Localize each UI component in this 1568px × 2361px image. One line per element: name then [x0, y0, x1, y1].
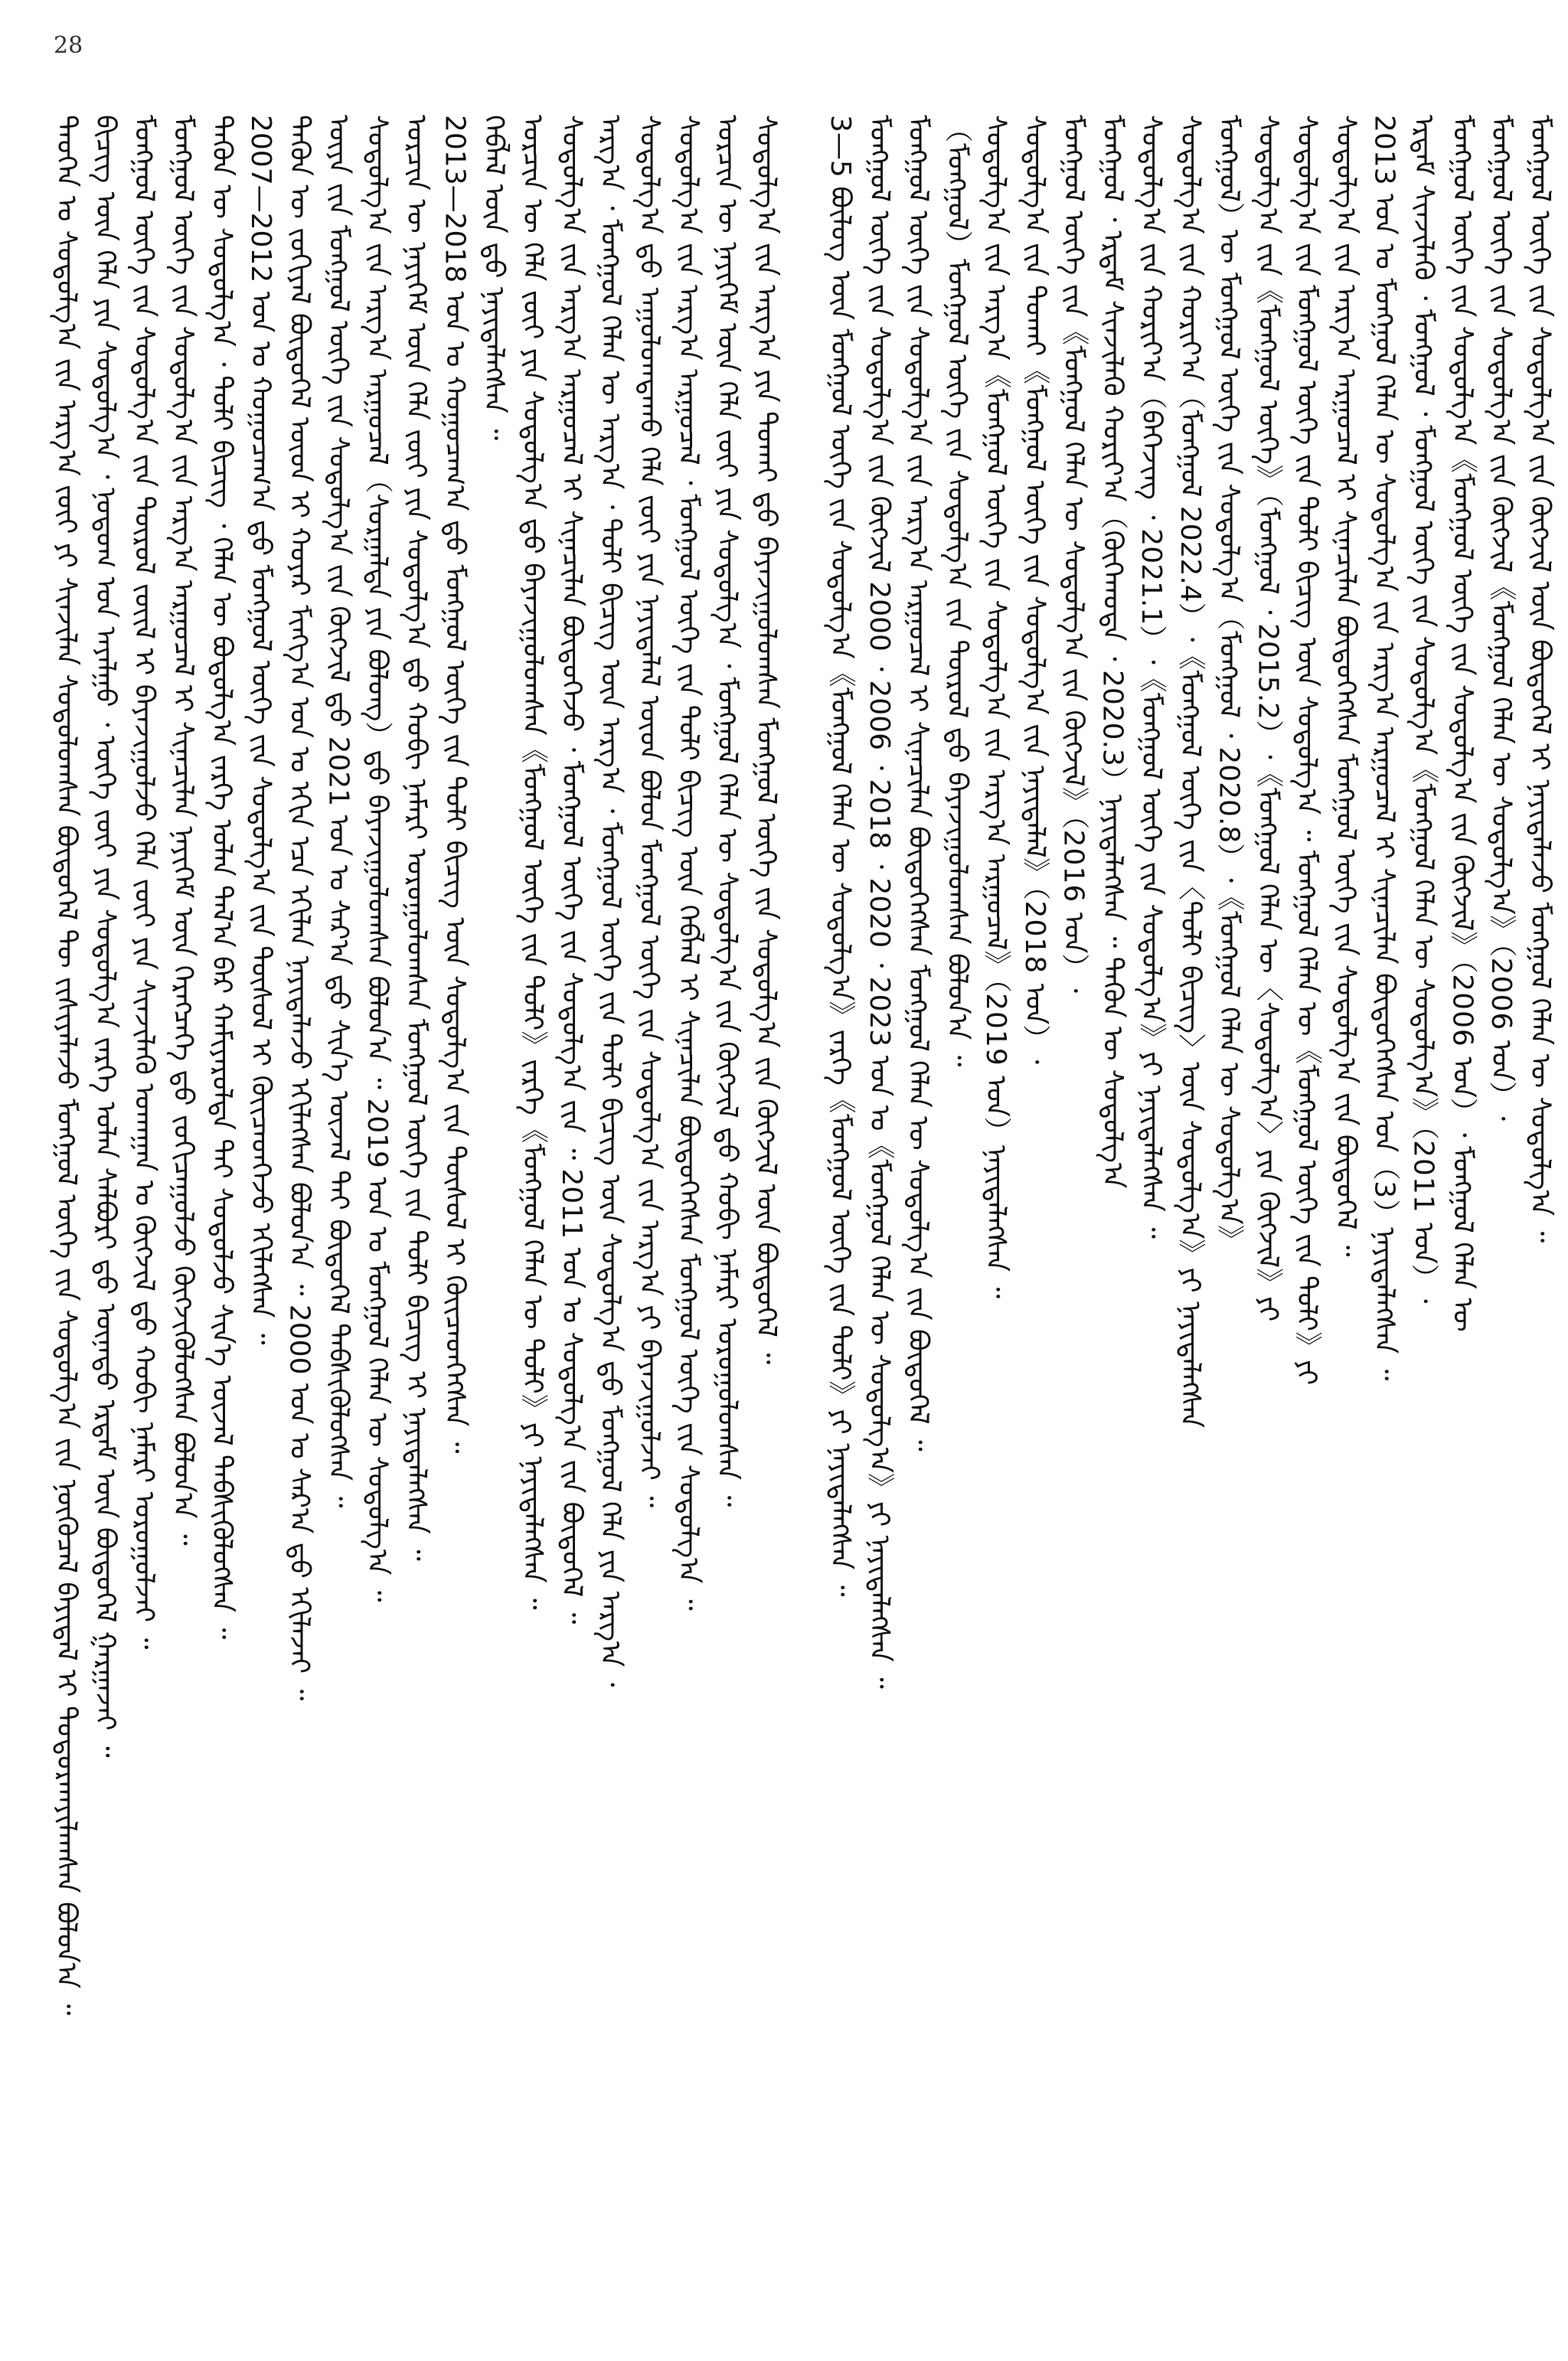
text-line: ᠣᠷᠴᠢᠨ ᠦ ᠨᠡᠶᠢᠭᠡᠮ ᠦᠨ ᠬᠡᠯᠡ ᠵᠦᠢ ᠶᠢᠨ ᠰᠤᠳᠤᠯᠭ᠎ᠠ ᠳ᠋ᠤ ᠬᠤᠪᠢ ᠨᠡᠮᠡᠷᠢ ᠣᠷᠤᠭᠤᠯᠤᠭᠰᠠᠨ ᠮᠣᠩᠭᠣᠯ ᠦᠭᠡ ᠵᠢᠨ ᠲᠣᠯᠢ ᠪᠢᠴᠢᠭ ᠢ ᠨᠡᠶᠢᠲᠡᠯᠡᠭᠰᠡᠨ ᠃	[400, 115, 432, 1561]
text-line: ᠰᠤᠳᠤᠯᠭ᠎ᠠ ᠶ᠋ᠢᠨ ᠲᠤᠬᠠᠢ《ᠮᠣᠩᠭᠣᠯ ᠦᠭᠡ ᠵᠢᠨ ᠰᠤᠳᠤᠯᠭ᠎ᠠ ᠶ᠋ᠢᠨ ᠨᠡᠶᠢᠲᠡᠯᠡᠯ》（2018 ᠣᠨ）᠂	[1018, 115, 1050, 1064]
text-line: ᠮᠣᠩᠭᠣᠯ ᠂ ᠡᠷᠳᠡᠮ ᠰᠢᠨᠵᠢᠯᠡᠬᠦ ᠬᠣᠷᠢᠶ᠎ᠠ（ᠬᠥᠬᠡᠬᠣᠲᠠ ᠂ 2020.3）ᠨᠡᠶᠢᠲᠡᠯᠡᠭᠰᠡᠨ ᠃ ᠲᠡᠭᠦᠨ ᠦ ᠰᠤᠳᠤᠯᠭ᠎ᠠ	[1096, 115, 1129, 1189]
text-line: ᠠᠷᠭ᠎ᠠ ᠂ ᠮᠣᠩᠭᠣᠯ ᠬᠡᠯᠡᠨ ᠦ ᠠᠷᠭ᠎ᠠ ᠂ ᠲᠣᠯᠢ ᠪᠢᠴᠢᠭ ᠦᠨ ᠠᠷᠭ᠎ᠠ ᠂ ᠮᠣᠩᠭᠣᠯ ᠦᠭᠡ ᠵᠢᠨ ᠲᠣᠯᠢ ᠪᠢᠴᠢᠭ ᠦᠨ ᠰᠤᠳᠤᠯᠭ᠎ᠠ ᠳ᠋ᠤ ᠮᠣᠩᠭᠣᠯ ᠬᠡᠯᠡ ᠶᠢᠨ ᠠᠷᠭ᠎ᠠ ᠂	[594, 115, 626, 1687]
text-line: ᠮᠣᠩᠭᠣᠯ ᠦᠭᠡ ᠵᠢᠨ ᠰᠤᠳᠤᠯᠭ᠎ᠠ ᠶ᠋ᠢᠨ ᠬᠥᠭᠵᠢᠯ ᠦᠨ ᠪᠦᠲᠦᠭᠡᠯ ᠢ ᠨᠡᠶᠢᠲᠡᠯᠡᠵᠦ ᠮᠣᠩᠭᠣᠯ ᠬᠡᠯᠡᠨ ᠦ ᠰᠤᠳᠤᠯᠭ᠎ᠠ ᠃	[1524, 115, 1556, 1243]
text-line: ᠰᠤᠳᠤᠯᠭ᠎ᠠ ᠶ᠋ᠢᠨ ᠠᠷᠭ᠎ᠠ ᠠᠷᠭᠤᠴᠠᠯ ᠢ ᠰᠢᠨᠡᠴᠢᠯᠡᠨ ᠪᠦᠲᠦᠭᠡᠵᠦ ᠂ ᠮᠣᠩᠭᠣᠯ ᠦᠭᠡ ᠵᠢᠨ ᠰᠤᠳᠤᠯᠭ᠎ᠠ ᠶ᠋ᠢᠨ ᠃ 2011 ᠣᠨ ᠤ ᠰᠤᠳᠤᠯᠭ᠎ᠠ ᠶ᠋ᠢᠨ ᠪᠦᠲᠦᠭᠡᠯ ᠃	[555, 115, 587, 1625]
text-line: ᠡᠷᠳᠡᠮ ᠰᠢᠨᠵᠢᠯᠡᠬᠦ ᠂ ᠮᠣᠩᠭᠣᠯ ᠂ ᠮᠣᠩᠭᠣᠯ ᠦᠭᠡ ᠵᠢᠨ ᠰᠤᠳᠤᠯᠭ᠎ᠠ《ᠮᠣᠩᠭᠣᠯ ᠬᠡᠯᠡᠨ ᠦ ᠰᠤᠳᠤᠯᠭ᠎ᠠ》（2011 ᠣᠨ）᠂	[1407, 115, 1439, 1304]
text-line: ᠰᠤᠳᠤᠯᠭ᠎ᠠ ᠶ᠋ᠢᠨ ᠮᠣᠩᠭᠣᠯ ᠦᠭᠡ ᠵᠢᠨ ᠲᠣᠯᠢ ᠪᠢᠴᠢᠭ ᠦᠨ ᠰᠤᠳᠤᠯᠭ᠎ᠠ ᠃ ᠮᠣᠩᠭᠣᠯ ᠬᠡᠯᠡᠨ ᠦ《ᠮᠣᠩᠭᠣᠯ ᠦᠭᠡ ᠵᠢᠨ ᠲᠣᠯᠢ》ᠶᠢ	[1291, 115, 1323, 1386]
text-line: 2007—2012 ᠣᠨ ᠤ ᠬᠤᠭᠤᠴᠠᠭ᠎ᠠ ᠳ᠋ᠤ ᠮᠣᠩᠭᠣᠯ ᠦᠭᠡ ᠵᠢᠨ ᠰᠤᠳᠤᠯᠭ᠎ᠠ ᠶ᠋ᠢᠨ ᠲᠥᠰᠥᠯ ᠢ ᠭᠦᠢᠴᠡᠳᠭᠡᠵᠦ ᠡᠬᠢᠯᠡᠭᠰᠡᠨ ᠃	[244, 115, 276, 1345]
text-line: ᠲᠡᠭᠦᠨ ᠦ ᠵᠣᠬᠢᠶᠠᠯ ᠪᠦᠲᠦᠭᠡᠯ ᠦᠳ ᠢ ᠬᠣᠶᠠᠷ ᠮᠢᠩᠭ᠎ᠠ ᠣᠨ ᠤ ᠡᠬᠢᠨ ᠡᠴᠡ ᠡᠬᠢᠯᠡᠨ ᠨᠡᠶᠢᠲᠡᠯᠡᠵᠦ ᠡᠬᠢᠯᠡᠭᠰᠡᠨ ᠪᠣᠯᠤᠨ᠎ᠠ ᠃ 2000 ᠣᠨ ᠤ ᠰᠠᠷ᠎ᠠ ᠳ᠋ᠤ ᠡᠬᠢᠯᠡᠵᠡᠢ ᠃	[283, 115, 315, 1701]
text-line: ᠮᠣᠩᠭᠣᠯ ᠦᠭᠡ ᠵᠢᠨ ᠰᠤᠳᠤᠯᠭ᠎ᠠ ᠶ᠋ᠢᠨ ᠬᠥᠭᠵᠢᠯ《ᠮᠣᠩᠭᠣᠯ ᠬᠡᠯᠡᠨ ᠦ ᠰᠤᠳᠤᠯᠭ᠎ᠠ》（2006 ᠣᠨ）᠂	[1485, 115, 1517, 1121]
text-line: ᠰᠤᠳᠤᠯᠭ᠎ᠠ ᠳ᠋ᠤ ᠠᠭᠤᠯᠤᠭᠳᠠᠬᠤ ᠬᠡᠯᠡ ᠵᠦᠢ ᠶᠢᠨ ᠨᠡᠶᠢᠲᠡᠯᠡᠯ ᠦᠳ ᠪᠣᠯᠤᠨ ᠮᠣᠩᠭᠣᠯ ᠦᠭᠡ ᠵᠢᠨ ᠰᠤᠳᠤᠯᠭ᠎ᠠ ᠶ᠋ᠢᠨ ᠠᠷᠭ᠎ᠠ ᠶᠢ ᠪᠠᠶᠠᠵᠢᠭᠤᠯᠵᠠᠢ ᠃	[633, 115, 665, 1508]
text-line: 2013 ᠣᠨ ᠤ ᠮᠣᠩᠭᠣᠯ ᠬᠡᠯᠡᠨ ᠦ ᠰᠤᠳᠤᠯᠭ᠎ᠠ ᠶ᠋ᠢᠨ ᠠᠷᠭ᠎ᠠ ᠠᠷᠭᠤᠴᠠᠯ ᠢ ᠰᠢᠨᠡᠴᠢᠯᠡᠨ ᠪᠦᠲᠦᠭᠡᠭᠰᠡᠨ ᠣᠨ（3）ᠨᠡᠶᠢᠲᠡᠯᠡᠭᠰᠡᠨ ᠃	[1368, 115, 1400, 1381]
text-line: ᠰᠤᠳᠤᠯᠭ᠎ᠠ ᠶ᠋ᠢᠨ《ᠮᠣᠩᠭᠣᠯ ᠦᠭᠡ》（ᠮᠣᠩᠭᠣᠯ ᠂ 2015.2）᠂《ᠮᠣᠩᠭᠣᠯ ᠬᠡᠯᠡᠨ ᠦ〈ᠰᠤᠳᠤᠯᠭ᠎ᠠ〉ᠶᠢᠨ ᠬᠥᠭᠵᠢᠯ》ᠶᠢ	[1252, 115, 1284, 1322]
text-line: ᠮᠣᠩᠭᠣᠯ）ᠦ ᠮᠣᠩᠭᠣᠯ ᠦᠭᠡ ᠵᠢᠨ ᠰᠤᠳᠤᠯᠭ᠎ᠠ（ᠮᠣᠩᠭᠣᠯ ᠂ 2020.8）᠂《ᠮᠣᠩᠭᠣᠯ ᠬᠡᠯᠡᠨ ᠦ ᠰᠤᠳᠤᠯᠭ᠎ᠠ》	[1213, 115, 1245, 1253]
page-number: 28	[54, 32, 83, 59]
text-line: ᠰᠤᠳᠤᠯᠭ᠎ᠠ ᠶ᠋ᠢᠨ ᠠᠷᠭ᠎ᠠ ᠠᠷᠭᠤᠴᠠᠯ ᠢ ᠰᠢᠨᠡᠴᠢᠯᠡᠨ ᠪᠦᠲᠦᠭᠡᠭᠰᠡᠨ ᠮᠣᠩᠭᠣᠯ ᠦᠭᠡ ᠵᠢᠨ ᠰᠤᠳᠤᠯᠭ᠎ᠠ ᠶ᠋ᠢᠨ ᠪᠦᠲᠦᠭᠡᠯ ᠃	[1329, 115, 1361, 1257]
text-line: ᠮᠣᠩᠭᠣᠯ ᠦᠭᠡ ᠵᠢᠨ ᠰᠤᠳᠤᠯᠭ᠎ᠠ ᠶ᠋ᠢᠨ ᠠᠷᠭ᠎ᠠ ᠠᠷᠭᠤᠴᠠᠯ ᠢ ᠰᠢᠨᠡᠴᠢᠯᠡᠨ ᠨᠡᠶᠢᠭᠡᠮ ᠦᠨ ᠬᠡᠷᠡᠭᠴᠡᠭᠡ ᠳ᠋ᠦ ᠵᠣᠬᠢᠴᠠᠭᠤᠯᠵᠤ ᠬᠥᠭᠵᠢᠭᠦᠯᠦᠭᠰᠡᠨ ᠪᠣᠯᠤᠨ᠎ᠠ ᠃	[167, 115, 199, 1546]
text-line: ᠮᠣᠩᠭᠣᠯ ᠦᠭᠡ ᠵᠢᠨ ᠰᠤᠳᠤᠯᠭ᠎ᠠ ᠶ᠋ᠢᠨ ᠬᠥᠭᠵᠢᠯ 2000 ᠂ 2006 ᠂ 2018 ᠂ 2020 ᠂ 2023 ᠣᠨ ᠤ《ᠮᠣᠩᠭᠣᠯ ᠬᠡᠯᠡᠨ ᠦ ᠰᠤᠳᠤᠯᠭ᠎ᠠ》ᠶᠢ ᠨᠡᠶᠢᠲᠡᠯᠡᠭᠰᠡᠨ ᠃	[863, 115, 895, 1689]
text-line: ᠣᠷᠴᠢᠨ ᠦ ᠨᠡᠶᠢᠭᠡᠮ ᠦᠨ ᠬᠡᠯᠡ ᠵᠦᠢ ᠶᠢᠨ ᠰᠤᠳᠤᠯᠭ᠎ᠠ ᠂ ᠮᠣᠩᠭᠣᠯ ᠬᠡᠯᠡᠨ ᠦ ᠰᠤᠳᠤᠯᠭ᠎ᠠ ᠶ᠋ᠢᠨ ᠬᠥᠭᠵᠢᠯ ᠳ᠋ᠦ ᠬᠤᠪᠢ ᠨᠡᠮᠡᠷᠢ ᠣᠷᠤᠭᠤᠯᠤᠭᠰᠠᠨ ᠃	[711, 115, 743, 1507]
text-line: ᠲᠡᠭᠦᠨ ᠦ ᠰᠤᠳᠤᠯᠭ᠎ᠠ ᠂ ᠲᠣᠯᠢ ᠪᠢᠴᠢᠭ ᠂ ᠬᠡᠯᠡᠨ ᠦ ᠪᠣᠳᠤᠯᠭ᠎ᠠ ᠵᠡᠷᠭᠡ ᠣᠯᠠᠨ ᠲᠠᠯ᠎ᠠ ᠪᠠᠷ ᠬᠠᠮᠢᠶᠠᠷᠤᠯᠲᠠ ᠲᠠᠢ ᠰᠤᠳᠤᠯᠵᠤ ᠰᠢᠨ᠎ᠡ ᠦᠵᠡᠯ ᠳᠡᠪᠰᠢᠭᠦᠯᠦᠭᠰᠡᠨ ᠃	[206, 115, 238, 1640]
text-line: ᠮᠣᠩᠭᠣᠯ ᠦᠭᠡ ᠵᠢᠨ《ᠮᠣᠩᠭᠣᠯ ᠬᠡᠯᠡᠨ ᠦ ᠰᠤᠳᠤᠯᠭ᠎ᠠ ᠶ᠋ᠢᠨ ᠬᠥᠭᠵᠢᠯ》（2016 ᠣᠨ）᠂	[1057, 115, 1089, 993]
left-text-block	[49, 115, 782, 2358]
text-line: ᠮᠣᠩᠭᠣᠯ ᠦᠭᠡ ᠵᠢᠨ ᠰᠤᠳᠤᠯᠭ᠎ᠠ ᠶ᠋ᠢᠨ ᠲᠦᠷᠦᠯ ᠵᠦᠢᠯ ᠢ ᠪᠠᠶᠠᠵᠢᠭᠤᠯᠵᠤ ᠬᠡᠯᠡ ᠵᠦᠢ ᠶᠢᠨ ᠰᠢᠨᠵᠢᠯᠡᠬᠦ ᠤᠬᠠᠭᠠᠨ ᠤ ᠬᠦᠭᠵᠢᠯ ᠳ᠋ᠦ ᠬᠤᠪᠢ ᠨᠡᠮᠡᠷᠢ ᠣᠷᠤᠭᠤᠯᠵᠠᠢ ᠃	[128, 115, 160, 1650]
text-line: ᠰᠤᠳᠤᠯᠭ᠎ᠠ ᠶ᠋ᠢᠨ ᠬᠣᠷᠢᠶ᠎ᠠ（ᠪᠡᠭᠡᠵᠢᠩ ᠂ 2021.1）᠂《ᠮᠣᠩᠭᠣᠯ ᠦᠭᠡ ᠵᠢᠨ ᠰᠤᠳᠤᠯᠭ᠎ᠠ》ᠶᠢ ᠨᠡᠶᠢᠲᠡᠯᠡᠭᠰᠡᠨ ᠃	[1135, 115, 1168, 1239]
text-line: （ᠮᠣᠩᠭᠣᠯ）ᠮᠣᠩᠭᠣᠯ ᠦᠭᠡ ᠵᠢᠨ ᠰᠤᠳᠤᠯᠭ᠎ᠠ ᠶ᠋ᠢᠨ ᠲᠦᠷᠦᠯ ᠳ᠋ᠦ ᠪᠠᠶᠠᠵᠢᠭᠤᠯᠤᠭᠰᠠᠨ ᠪᠣᠯᠤᠨ᠎ᠠ ᠃	[941, 115, 973, 1067]
text-line: ᠰᠤᠳᠤᠯᠭ᠎ᠠ ᠶ᠋ᠢᠨ ᠠᠷᠭ᠎ᠠ ᠠᠷᠭᠤᠴᠠᠯ（ᠰᠤᠷᠭᠠᠯᠲᠠ ᠶᠢᠨ ᠪᠤᠯᠤᠩ）ᠳ᠋ᠤ ᠪᠠᠶᠠᠵᠢᠭᠤᠯᠤᠭᠰᠠᠨ ᠪᠣᠯᠤᠨ᠎ᠠ ᠃ 2019 ᠣᠨ ᠤ ᠮᠣᠩᠭᠣᠯ ᠬᠡᠯᠡᠨ ᠦ ᠰᠤᠳᠤᠯᠭ᠎ᠠ ᠃	[361, 115, 394, 1602]
text-line: ᠲᠡᠦᠬᠡᠨ ᠤ ᠰᠤᠳᠤᠯᠭ᠎ᠠ ᠶ᠋ᠢᠨ ᠠᠷᠭ᠎ᠠ ᠵᠦᠢ ᠶᠢ ᠰᠢᠨᠵᠢᠯᠡᠨ ᠰᠤᠳᠤᠯᠤᠭᠰᠠᠨ ᠪᠦᠲᠦᠭᠡᠯ ᠲᠦ ᠵᠢᠱᠢᠶᠡᠯᠡᠵᠦ ᠮᠣᠩᠭᠣᠯ ᠦᠭᠡ ᠵᠢᠨ ᠰᠤᠳᠤᠯᠭ᠎ᠠ ᠶ᠋ᠢᠨ ᠨᠦᠬᠦᠴᠡᠯ ᠪᠠᠶᠢᠳᠠᠯ ᠢ ᠲᠣᠳᠤᠷᠬᠠᠶᠢᠯᠠᠭᠰᠠᠨ ᠪᠣᠯᠤᠨ᠎ᠠ ᠃	[51, 115, 82, 2016]
text-line: ᠦᠶᠡ ᠵᠢᠨ ᠮᠣᠩᠭᠣᠯ ᠦᠭᠡ ᠵᠢᠨ ᠰᠤᠳᠤᠯᠭ᠎ᠠ ᠶ᠋ᠢᠨ ᠬᠥᠭᠵᠢᠯ ᠳ᠋ᠦ 2021 ᠣᠨ ᠤ ᠰᠠᠷ᠎ᠠ ᠳ᠋ᠤ ᠰᠢᠨ᠎ᠡ ᠦᠵᠡᠯ ᠲᠡᠢ ᠪᠦᠲᠦᠭᠡᠯ ᠳᠡᠪᠰᠢᠭᠦᠯᠦᠭᠰᠡᠨ ᠃	[322, 115, 354, 1508]
text-line: 2013—2018 ᠣᠨ ᠤ ᠬᠤᠭᠤᠴᠠᠭ᠎ᠠ ᠳ᠋ᠤ ᠮᠣᠩᠭᠣᠯ ᠦᠭᠡ ᠵᠢᠨ ᠲᠣᠯᠢ ᠪᠢᠴᠢᠭ ᠦᠨ ᠰᠤᠳᠤᠯᠭ᠎ᠠ ᠶ᠋ᠢᠨ ᠲᠥᠰᠥᠯ ᠢ ᠭᠦᠢᠴᠡᠳᠭᠡᠭᠰᠡᠨ ᠃	[439, 115, 471, 1454]
text-line: ᠰᠤᠳᠤᠯᠭ᠎ᠠ ᠶ᠋ᠢᠨ ᠬᠣᠷᠢᠶ᠎ᠠ（ᠮᠣᠩᠭᠣᠯ 2022.4）᠂《ᠮᠣᠩᠭᠣᠯ ᠦᠭᠡ ᠵᠢᠨ〈ᠲᠣᠯᠢ ᠪᠢᠴᠢᠭ〉ᠦᠨ ᠰᠤᠳᠤᠯᠭ᠎ᠠ》ᠶᠢ ᠨᠡᠶᠢᠲᠡᠯᠡᠭᠰᠡᠨ	[1174, 115, 1206, 1429]
text-line: ᠪᠢᠴᠢᠭ᠌ ᠦᠨ ᠬᠡᠯᠡ ᠶᠢᠨ ᠰᠤᠳᠤᠯᠭ᠎ᠠ ᠂ ᠨᠤᠲᠤᠭ ᠤᠨ ᠠᠶᠠᠯᠭᠤ ᠂ ᠦᠭᠡ ᠵᠦᠢ ᠶᠢᠨ ᠰᠤᠳᠤᠯᠭ᠎ᠠ ᠵᠡᠷᠭᠡ ᠣᠯᠠᠨ ᠰᠠᠯᠪᠤᠷᠢ ᠳ᠋ᠤ ᠦᠨᠡᠲᠦ ᠡᠷᠳᠡᠮ ᠦᠨ ᠪᠦᠲᠦᠭᠡᠯ ᠭᠠᠷᠭᠠᠵᠠᠢ ᠃	[89, 115, 121, 1758]
text-line: ᠰᠤᠳᠤᠯᠭ᠎ᠠ ᠶ᠋ᠢᠨ ᠠᠷᠭ᠎ᠠ ᠶᠢᠨ ᠲᠤᠬᠠᠢ ᠳ᠋ᠤ ᠪᠠᠶᠠᠵᠢᠭᠤᠯᠤᠭᠰᠠᠨ ᠮᠣᠩᠭᠣᠯ ᠦᠭᠡ ᠵᠢᠨ ᠰᠤᠳᠤᠯᠭ᠎ᠠ ᠶ᠋ᠢᠨ ᠬᠥᠭᠵᠢᠯ ᠦᠨ ᠪᠦᠲᠦᠭᠡᠯ ᠃	[750, 115, 782, 1365]
text-line: ᠮᠣᠩᠭᠣᠯ ᠦᠭᠡ ᠵᠢᠨ ᠰᠤᠳᠤᠯᠭ᠎ᠠ《ᠮᠣᠩᠭᠣᠯ ᠦᠭᠡ ᠵᠢᠨ ᠰᠤᠳᠤᠯᠭ᠎ᠠ ᠶ᠋ᠢᠨ ᠬᠥᠭᠵᠢᠯ》（2006 ᠣᠨ）᠂ ᠮᠣᠩᠭᠣᠯ ᠬᠡᠯᠡᠨ ᠦ	[1446, 115, 1478, 1332]
text-line: ᠣᠷᠴᠢᠨ ᠦ ᠬᠡᠯᠡ ᠵᠦᠢ ᠶᠢᠨ ᠰᠤᠳᠤᠯᠭ᠎ᠠ ᠳ᠋ᠤ ᠪᠠᠶᠠᠵᠢᠭᠤᠯᠤᠭᠰᠠᠨ《ᠮᠣᠩᠭᠣᠯ ᠦᠭᠡ ᠵᠢᠨ ᠲᠣᠯᠢ》ᠵᠡᠷᠭᠡ《ᠮᠣᠩᠭᠣᠯ ᠬᠡᠯᠡᠨ ᠦ ᠲᠣᠯᠢ》ᠶᠢ ᠨᠡᠶᠢᠲᠡᠯᠡᠭᠰᠡᠨ ᠃	[517, 115, 549, 1610]
text-line: 3—5 ᠪᠦᠯᠦᠭ ᠦᠨ ᠮᠣᠩᠭᠣᠯ ᠦᠭᠡ ᠵᠢᠨ ᠰᠤᠳᠤᠯᠭ᠎ᠠ《ᠮᠣᠩᠭᠣᠯ ᠬᠡᠯᠡᠨ ᠦ ᠰᠤᠳᠤᠯᠭ᠎ᠠ》ᠵᠡᠷᠭᠡ《ᠮᠣᠩᠭᠣᠯ ᠦᠭᠡ ᠵᠢᠨ ᠲᠣᠯᠢ》ᠶᠢ ᠨᠡᠶᠢᠲᠡᠯᠡᠭᠰᠡᠨ ᠃	[825, 115, 856, 1597]
right-text-block	[823, 115, 1557, 2358]
text-line: ᠮᠣᠩᠭᠣᠯ ᠦᠭᠡ ᠵᠢᠨ ᠰᠤᠳᠤᠯᠭ᠎ᠠ ᠶ᠋ᠢᠨ ᠠᠷᠭ᠎ᠠ ᠠᠷᠭᠤᠴᠠᠯ ᠢ ᠰᠢᠨᠡᠴᠢᠯᠡᠨ ᠪᠦᠲᠦᠭᠡᠭᠰᠡᠨ ᠮᠣᠩᠭᠣᠯ ᠬᠡᠯᠡᠨ ᠦ ᠰᠤᠳᠤᠯᠭ᠎ᠠ ᠶ᠋ᠢᠨ ᠪᠦᠲᠦᠭᠡᠯ ᠃	[902, 115, 934, 1452]
text-line: ᠬᠡᠪᠯᠡᠯ ᠦᠨ ᠳ᠋ᠤ ᠨᠡᠶᠢᠲᠡᠯᠡᠭᠰᠡᠨ ᠃	[478, 115, 510, 441]
text-line: ᠰᠤᠳᠤᠯᠭ᠎ᠠ ᠶ᠋ᠢᠨ ᠠᠷᠭ᠎ᠠ《ᠮᠣᠩᠭᠣᠯ ᠦᠭᠡ ᠵᠢᠨ ᠰᠤᠳᠤᠯᠭ᠎ᠠ ᠶ᠋ᠢᠨ ᠠᠷᠭ᠎ᠠ ᠠᠷᠭᠤᠴᠠᠯ》（2019 ᠣᠨ）ᠨᠡᠶᠢᠲᠡᠯᠡᠭᠰᠡᠨ ᠃	[980, 115, 1012, 1299]
text-line: ᠰᠤᠳᠤᠯᠭ᠎ᠠ ᠶ᠋ᠢᠨ ᠠᠷᠭ᠎ᠠ ᠠᠷᠭᠤᠴᠠᠯ ᠂ ᠮᠣᠩᠭᠣᠯ ᠦᠭᠡ ᠵᠢᠨ ᠲᠣᠯᠢ ᠪᠢᠴᠢᠭ ᠦᠨ ᠬᠡᠪᠯᠡᠯ ᠢ ᠰᠢᠨᠡᠴᠢᠯᠡᠨ ᠪᠦᠲᠦᠭᠡᠭᠰᠡᠨ ᠮᠣᠩᠭᠣᠯ ᠦᠭᠡ ᠵᠢᠨ ᠰᠤᠳᠤᠯᠭ᠎ᠠ ᠃	[672, 115, 704, 1611]
